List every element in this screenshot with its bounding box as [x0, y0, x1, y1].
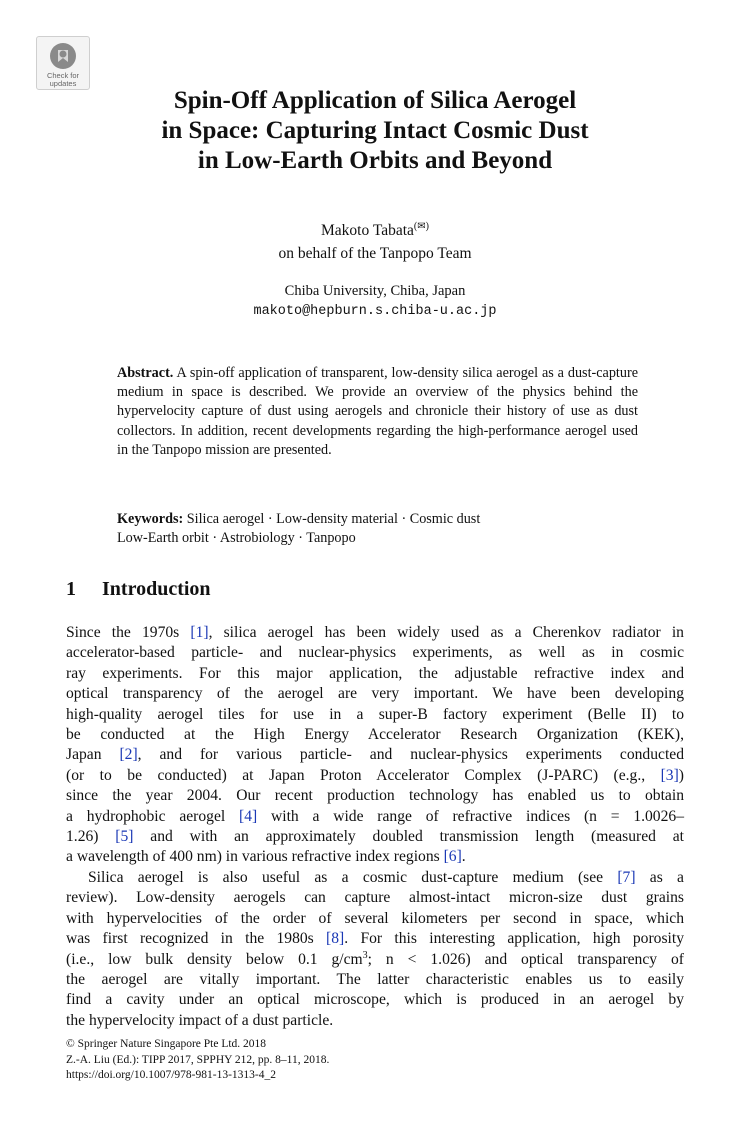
text-line: a hydrophobic aerogel [4] with a wide range of refractive indices (n = 1.0026–: [66, 807, 684, 825]
doi-link[interactable]: https://doi.org/10.1007/978-981-13-1313-4_2: [66, 1069, 276, 1081]
crossmark-icon: [48, 41, 78, 71]
text-line: be conducted at the High Energy Accelerator Research Organization (KEK),: [66, 726, 684, 744]
text-line: Since the 1970s [1], silica aerogel has been widely used as a Cherenkov radiator in: [66, 624, 684, 641]
keywords-label: Keywords:: [117, 511, 184, 527]
title-line: in Space: Capturing Intact Cosmic Dust: [161, 117, 589, 144]
text-line: Silica aerogel is also useful as a cosmic dust-capture medium (see [7] as a: [88, 868, 684, 886]
citation-link[interactable]: [4]: [239, 807, 258, 825]
citation-link[interactable]: [7]: [617, 868, 636, 886]
text-line: high-quality aerogel tiles for use in a super-B factory experiment (Belle II) to: [66, 705, 684, 723]
keywords-text: Silica aerogel · Low-density material · Cosmic dust: [186, 511, 481, 527]
check-for-updates-label: Check for updates: [46, 71, 80, 88]
email-mark-icon[interactable]: (✉): [413, 220, 429, 232]
text-line: with hypervelocities of the order of several kilometers per second in space, which: [66, 909, 684, 927]
citation-link[interactable]: [1]: [190, 624, 209, 641]
text-line: ray experiments. For this major application, the adjustable refractive index and: [66, 664, 684, 682]
citation-link[interactable]: [6]: [443, 848, 462, 866]
email-link[interactable]: makoto@hepburn.s.chiba-u.ac.jp: [253, 304, 497, 319]
citation-info: Z.-A. Liu (Ed.): TIPP 2017, SPPHY 212, pp. 8–11, 2018.: [66, 1053, 330, 1066]
text-line: find a cavity under an optical microscope, which is produced in an aerogel by: [66, 991, 684, 1009]
citation-link[interactable]: [2]: [119, 746, 138, 764]
keywords: [117, 510, 638, 548]
text-line: optical transparency of the aerogel are very important. We have been developing: [66, 685, 684, 703]
footer: [66, 1037, 329, 1084]
author-name: Makoto Tabata: [321, 222, 414, 239]
abstract-text: A spin-off application of transparent, low-density silica aerogel as a dust-capture medium in space is described. We provide an overview of the physics behind the hypervelocity capture of dust using aerogels and chronicle their history of use as dust collectors. In addition, recent developments regarding the high-performance aerogel used in the Tanpopo mission are presented.: [117, 365, 638, 458]
text-line: Japan [2], and for various particle- and nuclear-physics experiments conducted: [66, 746, 684, 764]
citation-link[interactable]: [8]: [326, 930, 345, 948]
citation-link[interactable]: [5]: [115, 828, 134, 846]
section-heading: [66, 578, 211, 601]
author-behalf: on behalf of the Tanpopo Team: [278, 245, 472, 262]
text-line: the aerogel are vitally important. The latter characteristic enables us to easily: [66, 970, 684, 988]
abstract: [117, 364, 638, 460]
text-line: the hypervelocity impact of a dust particle.: [66, 1011, 334, 1029]
paper-title: [70, 86, 680, 176]
section-title: Introduction: [102, 578, 211, 600]
text-line: review). Low-density aerogels can capture almost-intact micron-size dust grains: [66, 889, 684, 907]
keywords-row-2: Low-Earth orbit · Astrobiology · Tanpopo: [117, 530, 356, 547]
title-line: in Low-Earth Orbits and Beyond: [197, 147, 553, 174]
title-line: Spin-Off Application of Silica Aerogel: [173, 87, 577, 114]
copyright: © Springer Nature Singapore Pte Ltd. 2018: [66, 1038, 267, 1050]
abstract-label: Abstract.: [117, 365, 174, 381]
text-line: accelerator-based particle- and nuclear-physics experiments, as well as in cosmic: [66, 644, 684, 662]
check-for-updates-badge[interactable]: [36, 36, 90, 90]
affiliation: Chiba University, Chiba, Japan: [284, 283, 466, 299]
superscript: 3: [362, 949, 368, 961]
text-line: 1.26) [5] and with an approximately doubled transmission length (measured at: [66, 828, 684, 846]
author-line: [70, 220, 680, 241]
text-line: a wavelength of 400 nm) in various refractive index regions [6].: [66, 848, 466, 866]
citation-link[interactable]: [3]: [660, 766, 679, 784]
keywords-row-1: [117, 510, 638, 529]
text-line: (or to be conducted) at Japan Proton Accelerator Complex (J-PARC) (e.g., [3]): [66, 766, 684, 784]
text-line: since the year 2004. Our recent production technology has enabled us to obtain: [66, 787, 684, 805]
section-number: 1: [66, 578, 76, 600]
body-text: [66, 623, 684, 1031]
text-line: was first recognized in the 1980s [8]. For this interesting application, high porosity: [66, 930, 684, 948]
text-line: (i.e., low bulk density below 0.1 $g/cm^3$; n < 1.026) and optical transparency of: [66, 949, 684, 968]
